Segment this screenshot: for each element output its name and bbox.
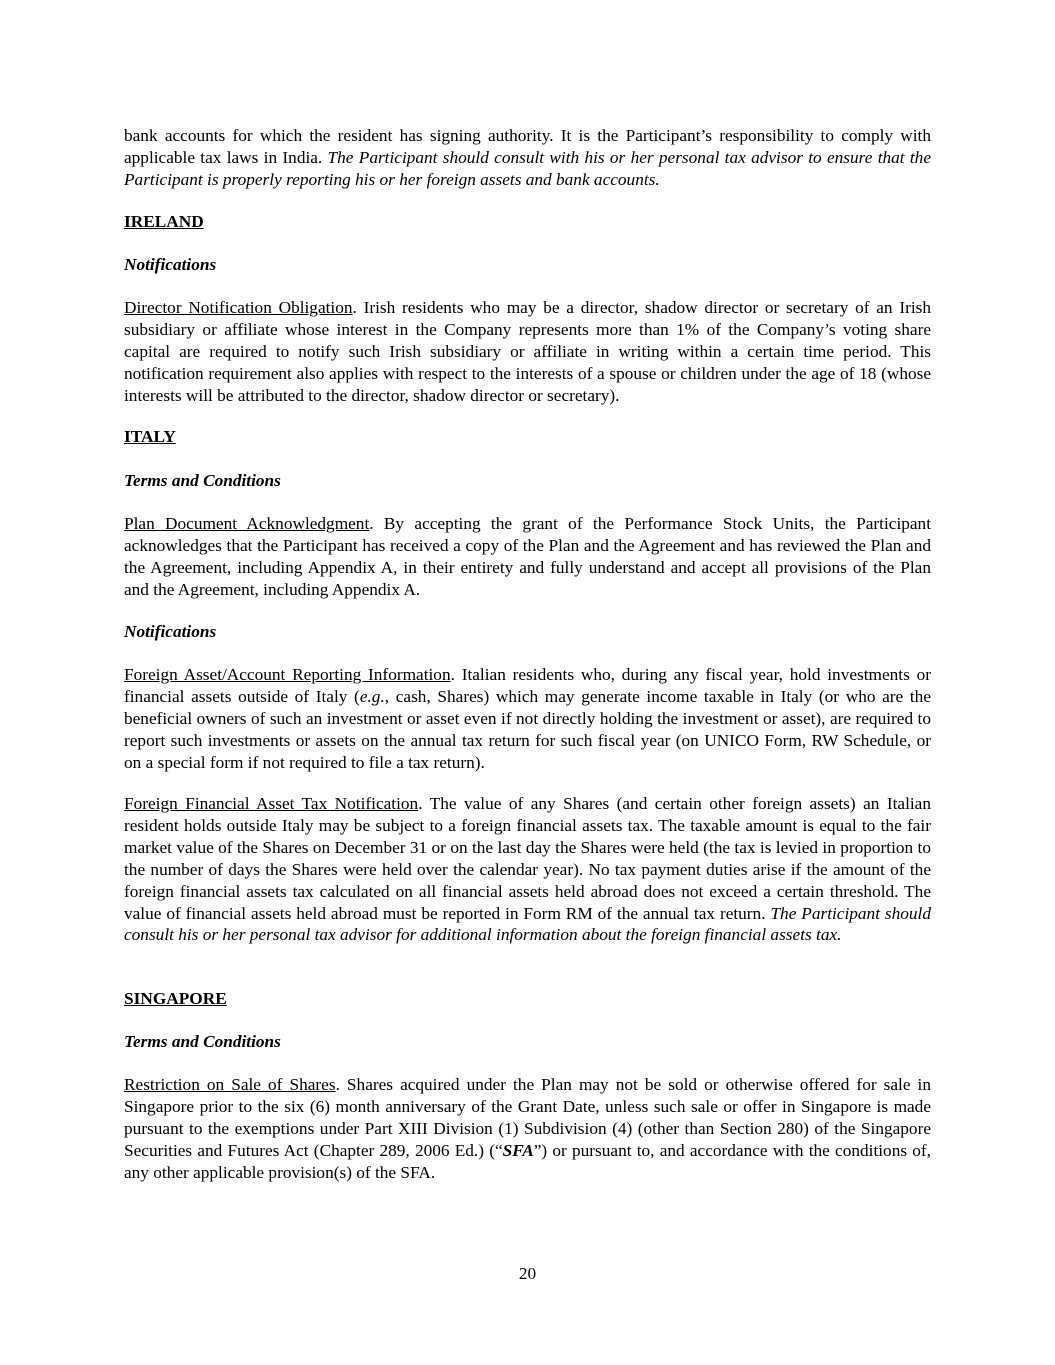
italy-foreign-asset-reporting-paragraph: Foreign Asset/Account Reporting Information. Italian residents who, during any fiscal year, hold investments or financial assets outside of Italy (e.g., cash, Shares) which may generate income taxable in Italy (or who are the beneficial owners of such an investment or asset even if not directly holding the investment or asset), are required to report such investments or assets on the annual tax return for such fiscal year (on UNICO Form, RW Schedule, or on a special form if not required to file a tax return). (124, 665, 932, 772)
italy-plan-document-paragraph: Plan Document Acknowledgment. By accepting the grant of the Performance Stock Units, the Participant acknowledges that the Participant has received a copy of the Plan and the Agreement and has reviewed the Plan and the Agreement, including Appendix A, in their entirety and fully understand and accept all provisions of the Plan and the Agreement, including Appendix A. (124, 514, 931, 599)
heading-singapore: SINGAPORE (124, 989, 227, 1008)
singapore-terms-subheading: Terms and Conditions (124, 1032, 281, 1051)
italy-terms-subheading: Terms and Conditions (124, 471, 281, 490)
singapore-restriction-on-sale-paragraph: Restriction on Sale of Shares. Shares acquired under the Plan may not be sold or otherwise offered for sale in Singapore prior to the six (6) month anniversary of the Grant Date, unless such sale or offer in Singapore is made pursuant to the exemptions under Part XIII Division (1) Subdivision (4) (other than Section 280) of the Singapore Securities and Futures Act (Chapter 289, 2006 Ed.) (“SFA”) or pursuant to, and accordance with the conditions of, any other applicable provision(s) of the SFA. (124, 1075, 932, 1182)
heading-italy: ITALY (124, 427, 176, 446)
ireland-director-notification-paragraph: Director Notification Obligation. Irish residents who may be a director, shadow director or secretary of an Irish subsidiary or affiliate whose interest in the Company represents more than 1% of the Company’s voting share capital are required to notify such Irish subsidiary or affiliate in writing within a certain time period. This notification requirement also applies with respect to the interests of a spouse or children under the age of 18 (whose interests will be attributed to the director, shadow director or secretary). (124, 298, 932, 405)
italy-notifications-subheading: Notifications (124, 622, 217, 641)
italy-foreign-financial-asset-tax-paragraph: Foreign Financial Asset Tax Notification. The value of any Shares (and certain other foreign assets) an Italian resident holds outside Italy may be subject to a foreign financial assets tax. The taxable amount is equal to the fair market value of the Shares on December 31 or on the last day the Shares were held (the tax is levied in proportion to the number of days the Shares were held over the calendar year). No tax payment duties arise if the amount of the foreign financial assets tax calculated on all financial assets held abroad does not exceed a certain threshold. The value of financial assets held abroad must be reported in Form RM of the annual tax return. The Participant should consult his or her personal tax advisor for additional information about the foreign financial assets tax. (124, 794, 931, 945)
india-continuation-paragraph: bank accounts for which the resident has signing authority. It is the Participant’s responsibility to comply with applicable tax laws in India. The Participant should consult with his or her personal tax advisor to ensure that the Participant is properly reporting his or her foreign assets and bank accounts. (124, 126, 931, 189)
page-number: 20 (518, 1264, 537, 1283)
heading-ireland: IRELAND (124, 212, 204, 231)
ireland-notifications-subheading: Notifications (124, 255, 217, 274)
